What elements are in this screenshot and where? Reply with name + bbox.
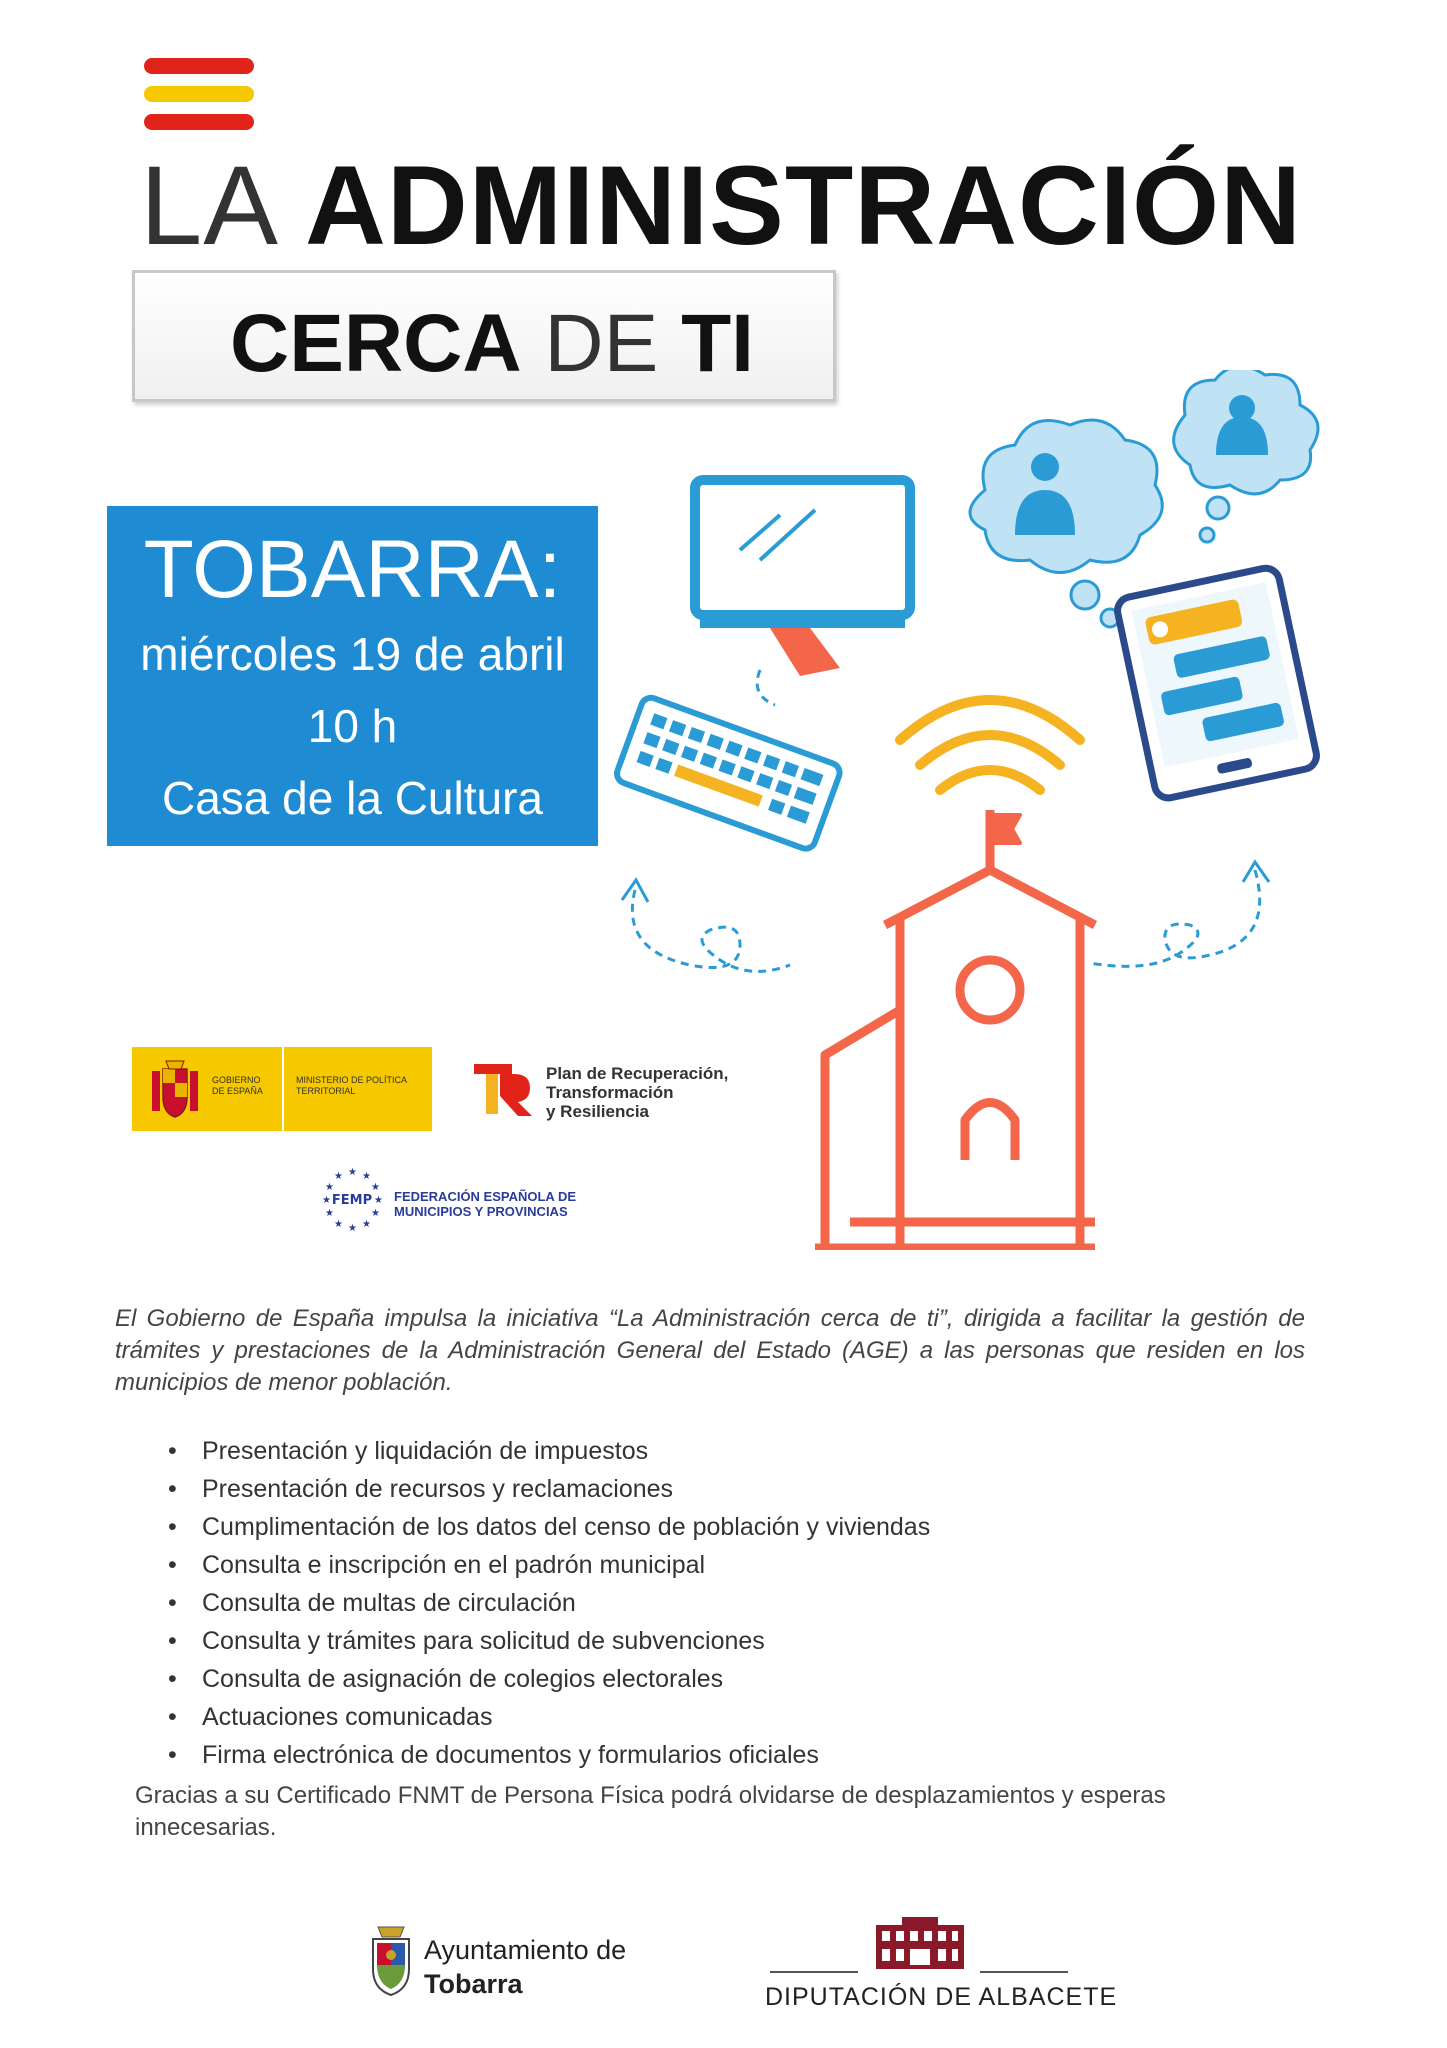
- tablet-icon: [1115, 566, 1319, 801]
- event-time: 10 h: [307, 700, 398, 752]
- diputacion-albacete-logo: [765, 1915, 1118, 2015]
- coat-of-arms-icon: [146, 1057, 204, 1121]
- list-item: • Consulta de asignación de colegios electorales: [160, 1660, 930, 1698]
- dipu-rule-right: [980, 1971, 1068, 1973]
- svg-text:★: ★: [334, 1171, 343, 1182]
- intro-paragraph: El Gobierno de España impulsa la iniciativa “La Administración cerca de ti”, dirigida a facilitar la gestión de trámites y prestaciones de la Administración General del Estado (AGE) a las personas que residen en los municipios de menor población.: [115, 1305, 1305, 1396]
- femp-line-2: MUNICIPIOS Y PROVINCIAS: [394, 1204, 568, 1219]
- list-item: • Presentación de recursos y reclamaciones: [160, 1470, 930, 1508]
- list-item: • Consulta de multas de circulación: [160, 1584, 930, 1622]
- ayuntamiento-tobarra-logo: [368, 1925, 688, 2001]
- ayto-line-2: Tobarra: [424, 1969, 523, 1999]
- svg-text:★: ★: [374, 1195, 383, 1206]
- list-item: • Consulta y trámites para solicitud de subvenciones: [160, 1622, 930, 1660]
- flag-bar-middle: [144, 86, 254, 102]
- palace-building-icon: [872, 1915, 968, 1971]
- flag-bar-top: [144, 58, 254, 74]
- svg-text:★: ★: [348, 1223, 357, 1233]
- femp-logo: [320, 1165, 620, 1233]
- list-item: • Cumplimentación de los datos del censo de población y viviendas: [160, 1508, 930, 1546]
- svg-text:★: ★: [334, 1219, 343, 1230]
- svg-text:★: ★: [348, 1167, 357, 1178]
- title-light: LA: [140, 143, 273, 268]
- subtitle-bold-1: CERCA: [230, 298, 522, 389]
- femp-mark-text: FEMP: [331, 1193, 373, 1208]
- prtr-line-3: y Resiliencia: [546, 1102, 650, 1121]
- closing-paragraph: Gracias a su Certificado FNMT de Persona Física podrá olvidarse de desplazamientos y esperas innecesarias.: [135, 1782, 1166, 1841]
- prtr-line-1: Plan de Recuperación,: [546, 1064, 729, 1083]
- tobarra-shield-icon: [368, 1925, 414, 1997]
- svg-text:★: ★: [325, 1182, 334, 1193]
- keyboard-icon: [614, 695, 842, 851]
- flag-bar-bottom: [144, 114, 254, 130]
- list-item: • Actuaciones comunicadas: [160, 1698, 930, 1736]
- svg-text:★: ★: [371, 1208, 380, 1219]
- gov-right-text: MINISTERIO DE POLÍTICA TERRITORIAL: [296, 1075, 407, 1096]
- prtr-mark-icon: [470, 1058, 536, 1122]
- gobierno-espana-logo: [132, 1047, 432, 1131]
- svg-text:★: ★: [362, 1219, 371, 1230]
- subtitle-light: DE: [544, 298, 659, 389]
- femp-text: [394, 1189, 576, 1219]
- town-hall-icon: [815, 810, 1095, 1248]
- prtr-text: [546, 1064, 728, 1121]
- svg-text:★: ★: [325, 1208, 334, 1219]
- prtr-logo: [470, 1058, 770, 1122]
- gov-divider: [282, 1047, 284, 1131]
- monitor-icon: [695, 480, 910, 705]
- subtitle-bold-2: TI: [681, 298, 754, 389]
- femp-line-1: FEDERACIÓN ESPAÑOLA DE: [394, 1189, 577, 1204]
- list-item: • Consulta e inscripción en el padrón municipal: [160, 1546, 930, 1584]
- wifi-icon: [900, 700, 1080, 790]
- chat-bubble-icon: [1174, 370, 1318, 542]
- page-title: [140, 143, 1302, 268]
- ayto-line-1: Ayuntamiento de: [424, 1935, 627, 1965]
- title-bold: ADMINISTRACIÓN: [304, 143, 1302, 268]
- list-item: • Presentación y liquidación de impuestos: [160, 1432, 930, 1470]
- svg-text:★: ★: [322, 1195, 331, 1206]
- event-date: miércoles 19 de abril: [140, 628, 565, 680]
- list-item: • Firma electrónica de documentos y formularios oficiales: [160, 1736, 930, 1774]
- prtr-line-2: Transformación: [546, 1083, 674, 1102]
- svg-text:★: ★: [371, 1182, 380, 1193]
- gov-left-text: GOBIERNO DE ESPAÑA: [212, 1075, 263, 1096]
- event-town: TOBARRA:: [143, 524, 562, 615]
- femp-stars-icon: [320, 1165, 384, 1233]
- dipu-rule-left: [770, 1971, 858, 1973]
- services-list: [160, 1432, 930, 1774]
- dipu-text: DIPUTACIÓN DE ALBACETE: [765, 1983, 1118, 2011]
- event-place: Casa de la Cultura: [162, 772, 543, 824]
- svg-text:★: ★: [362, 1171, 371, 1182]
- event-info-box: [107, 506, 598, 846]
